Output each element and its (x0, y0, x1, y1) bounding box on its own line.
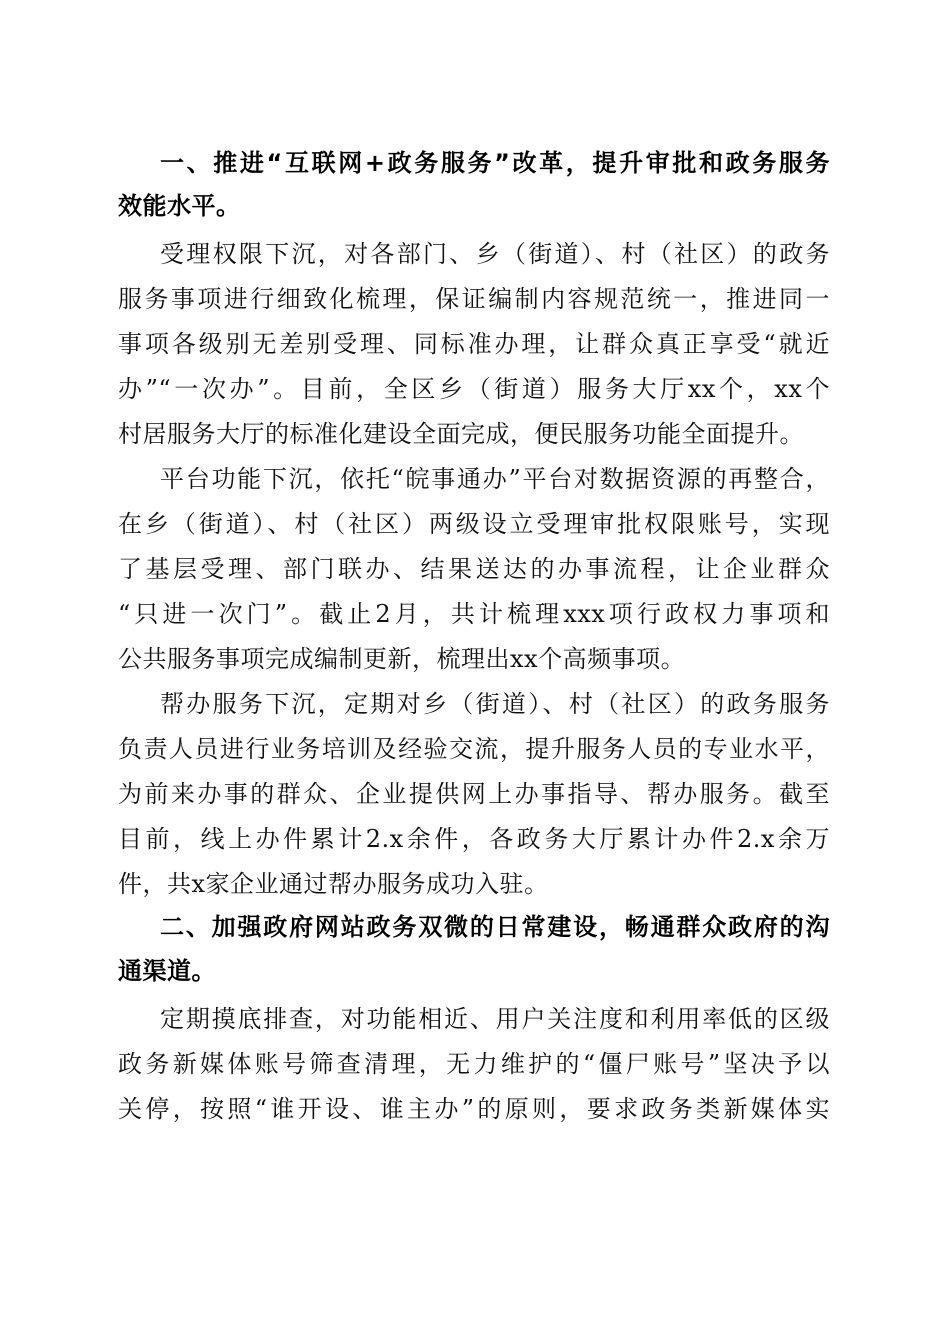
paragraph-2-line-4: “只进一次门”。截止2月，共计梳理xxx项行政权力事项和 (118, 600, 830, 628)
section-2-heading-line-1: 二、加强政府网站政务双微的日常建设，畅通群众政府的沟 (160, 913, 830, 941)
paragraph-1-line-5: 村居服务大厅的标准化建设全面完成，便民服务功能全面提升。 (118, 420, 804, 448)
paragraph-4-line-3: 关停，按照“谁开设、谁主办”的原则，要求政务类新媒体实 (118, 1095, 830, 1123)
paragraph-2-line-2: 在乡（街道）、村（社区）两级设立受理审批权限账号，实现 (118, 510, 830, 538)
paragraph-1-line-3: 事项各级别无差别受理、同标准办理，让群众真正享受“就近 (118, 330, 830, 358)
section-1-heading-line-2: 效能水平。 (118, 192, 241, 220)
paragraph-1-line-2: 服务事项进行细致化梳理，保证编制内容规范统一，推进同一 (118, 285, 830, 313)
paragraph-3-line-2: 负责人员进行业务培训及经验交流，提升服务人员的专业水平， (118, 735, 830, 763)
paragraph-1-line-4: 办”“一次办”。目前，全区乡（街道）服务大厅xx个，xx个 (118, 375, 830, 403)
section-2-heading-line-2: 通渠道。 (118, 957, 216, 985)
paragraph-3-line-3: 为前来办事的群众、企业提供网上办事指导、帮办服务。截至 (118, 780, 830, 808)
paragraph-3-line-5: 件，共x家企业通过帮办服务成功入驻。 (118, 870, 549, 898)
paragraph-3-line-4: 目前，线上办件累计2.x余件，各政务大厅累计办件2.x余万 (118, 825, 830, 853)
paragraph-3-line-1: 帮办服务下沉，定期对乡（街道）、村（社区）的政务服务 (160, 690, 830, 718)
paragraph-2-line-5: 公共服务事项完成编制更新，梳理出xx个高频事项。 (118, 645, 686, 673)
paragraph-1-line-1: 受理权限下沉，对各部门、乡（街道）、村（社区）的政务 (160, 240, 830, 268)
paragraph-4-line-2: 政务新媒体账号筛查清理，无力维护的“僵尸账号”坚决予以 (118, 1050, 830, 1078)
paragraph-2-line-1: 平台功能下沉，依托“皖事通办”平台对数据资源的再整合， (160, 465, 830, 493)
section-1-heading-line-1: 一、推进“互联网+政务服务”改革，提升审批和政务服务 (160, 149, 830, 177)
paragraph-4-line-1: 定期摸底排查，对功能相近、用户关注度和利用率低的区级 (160, 1005, 830, 1033)
paragraph-2-line-3: 了基层受理、部门联办、结果送达的办事流程，让企业群众 (118, 555, 830, 583)
